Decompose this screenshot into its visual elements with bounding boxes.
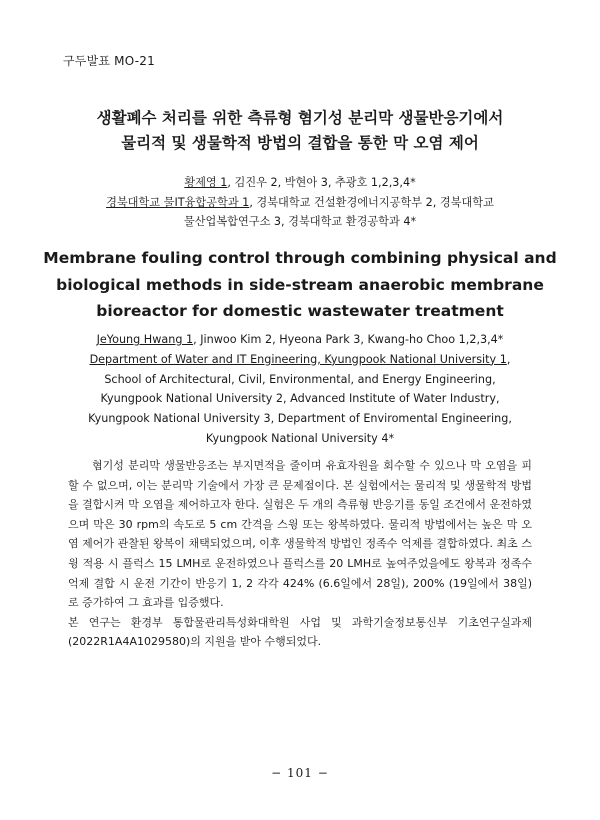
english-presenter: JeYoung Hwang 1 (96, 333, 194, 346)
english-coauthors: , Jinwoo Kim 2, Hyeona Park 3, Kwang-ho Choo 1,2,3,4* (193, 333, 504, 346)
korean-affiliation-line-1 (40, 193, 560, 213)
english-title-line-3: bioreactor for domestic wastewater treatment (96, 302, 504, 320)
acknowledgement: 본 연구는 환경부 통합물관리특성화대학원 사업 및 과학기술정보통신부 기초연구실과제(2022R1A4A1029580)의 지원을 받아 수행되었다. (68, 615, 532, 649)
korean-title-line-1: 생활폐수 처리를 위한 측류형 혐기성 분리막 생물반응기에서 (96, 109, 504, 127)
korean-author-line (40, 173, 560, 193)
english-affiliation-rest: , (506, 352, 511, 366)
english-title (30, 245, 570, 325)
korean-affiliation-rest: , 경북대학교 건설환경에너지공학부 2, 경북대학교 (249, 195, 494, 209)
korean-affiliation-line-2: 물산업복합연구소 3, 경북대학교 환경공학과 4* (183, 215, 417, 228)
page-number: − 101 − (271, 766, 329, 780)
korean-presenter-affiliation: 경북대학교 물IT융합공학과 1 (106, 195, 250, 209)
english-affiliation-line-4: Kyungpook National University 3, Department of Enviromental Engineering, (88, 412, 512, 426)
english-affiliation-line-1 (40, 350, 560, 370)
korean-presenter: 황제영 1 (184, 176, 228, 189)
english-authors (40, 330, 560, 449)
abstract-body: 혐기성 분리막 생물반응조는 부지면적을 줄이며 유효자원을 회수할 수 있으나 막 오염을 피할 수 없으며, 이는 분리막 기술에서 가장 큰 문제점이다. 본 실험에서는 물리적 및 생물학적 방법을 결합시켜 막 오염을 제어하고자 한다. 실험은 두 개의 측류형 반응기를 동일 조건에서 운전하였으며 막은 30 rpm의 속도로 5 cm 간격을 스윙 또는 왕복하였다. 물리적 방법에서는 높은 막 오염 제어가 관찰된 왕복이 채택되었으며, 이후 생물학적 방법인 정족수 억제를 결합하였다. 최초 스윙 적용 시 플럭스 15 LMH로 운전하였으나 플럭스를 20 LMH로 높여주었을에도 왕복과 정족수 억제 결합 시 운전 기간이 반응기 1, 2 각각 424% (6.6일에서 28일), 200% (19일에서 38일)로 증가하여 그 효과를 입증했다. (68, 459, 532, 610)
english-affiliation-line-2: School of Architectural, Civil, Environmental, and Energy Engineering, (104, 372, 496, 386)
english-presenter-affiliation: Department of Water and IT Engineering, Kyungpook National University 1 (89, 352, 507, 366)
abstract (68, 456, 532, 652)
english-affiliation-line-3: Kyungpook National University 2, Advanced Institute of Water Industry, (100, 392, 500, 406)
korean-coauthors: , 김진우 2, 박현아 3, 추광호 1,2,3,4* (227, 176, 416, 189)
session-code: 구두발표 MO-21 (63, 54, 155, 68)
korean-title-line-2: 물리적 및 생물학적 방법의 결합을 통한 막 오염 제어 (121, 134, 479, 152)
english-author-line (40, 330, 560, 350)
english-title-line-1: Membrane fouling control through combining physical and (43, 249, 557, 267)
korean-authors (40, 173, 560, 232)
english-title-line-2: biological methods in side-stream anaerobic membrane (56, 275, 544, 294)
korean-title (40, 106, 560, 156)
english-affiliation-line-5: Kyungpook National University 4* (205, 431, 395, 445)
